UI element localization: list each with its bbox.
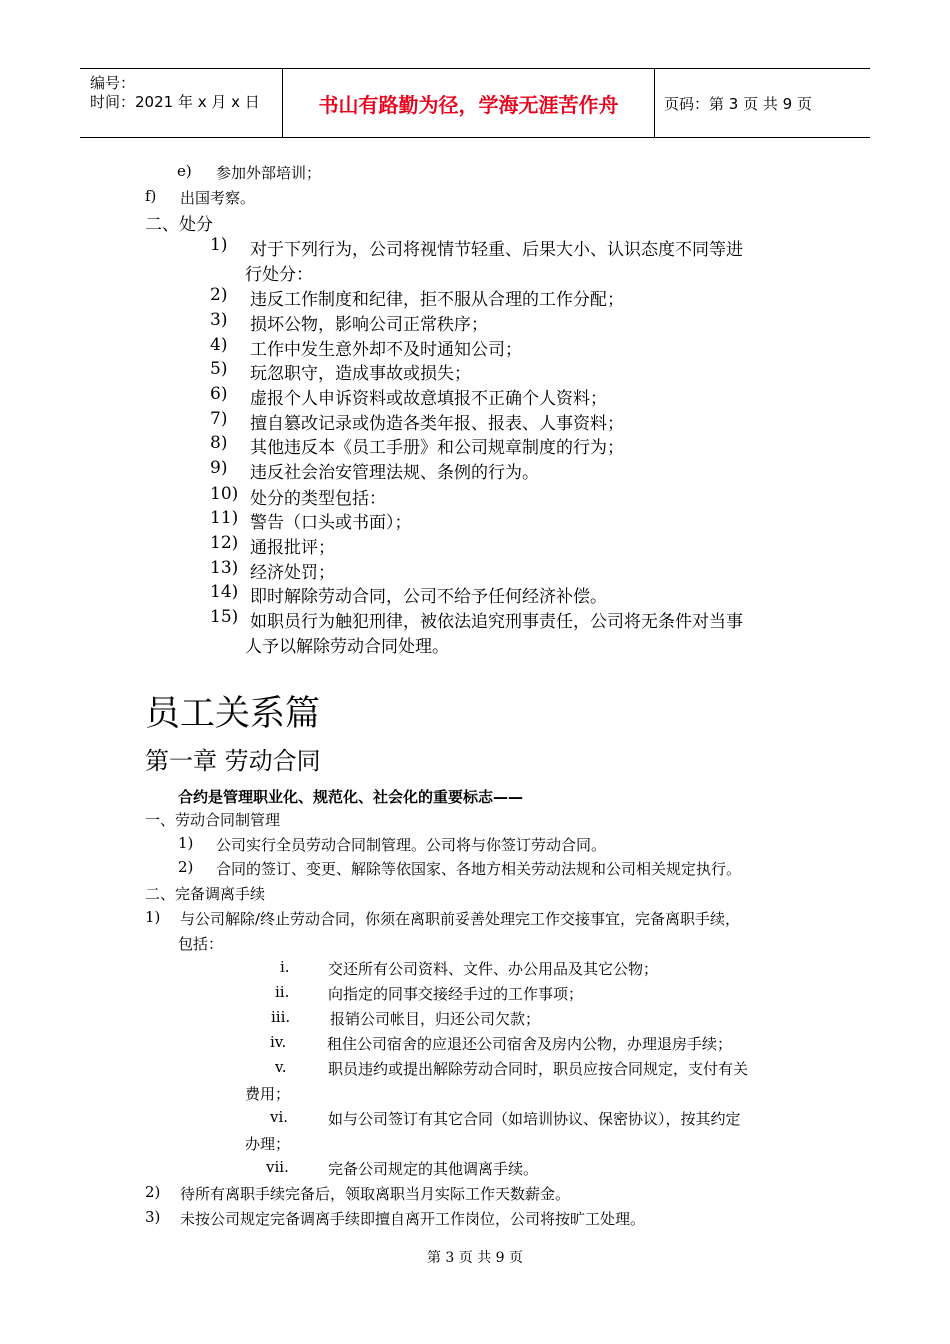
list-marker: 2) xyxy=(178,858,194,876)
list-marker: 12) xyxy=(210,533,239,553)
list-item: 交还所有公司资料、文件、办公用品及其它公物； xyxy=(328,960,659,978)
header-meta xyxy=(80,69,283,137)
section-heading: 一、劳动合同制管理 xyxy=(145,811,281,829)
list-item: 向指定的同事交接经手过的工作事项； xyxy=(328,985,584,1003)
list-item: 报销公司帐目，归还公司欠款； xyxy=(330,1010,541,1028)
list-marker: vii. xyxy=(266,1158,289,1176)
list-item: 租住公司宿舍的应退还公司宿舍及房内公物，办理退房手续； xyxy=(327,1035,733,1053)
list-item: 损坏公物，影响公司正常秩序； xyxy=(250,315,488,335)
list-item: 完备公司规定的其他调离手续。 xyxy=(328,1160,539,1178)
section-title: 员工关系篇 xyxy=(145,694,321,734)
list-marker: 7) xyxy=(210,409,228,429)
list-marker: 3) xyxy=(145,1208,161,1226)
list-item: 待所有离职手续完备后，领取离职当月实际工作天数薪金。 xyxy=(180,1185,571,1203)
list-marker: 9) xyxy=(210,458,228,478)
list-item: 如与公司签订有其它合同（如培训协议、保密协议），按其约定 xyxy=(328,1110,741,1128)
list-item: 处分的类型包括： xyxy=(250,489,386,509)
list-marker: e) xyxy=(177,162,192,180)
list-item: 职员违约或提出解除劳动合同时，职员应按合同规定，支付有关 xyxy=(328,1060,749,1078)
list-marker: ii. xyxy=(275,983,290,1001)
list-marker: 5) xyxy=(210,359,228,379)
list-item: 与公司解除/终止劳动合同，你须在离职前妥善处理完工作交接事宜，完备离职手续， xyxy=(180,910,741,928)
list-marker: 2) xyxy=(145,1183,161,1201)
list-marker: 3) xyxy=(210,310,228,330)
list-marker: 4) xyxy=(210,335,228,355)
list-marker: 1) xyxy=(145,908,161,926)
list-item: 违反社会治安管理法规、条例的行为。 xyxy=(250,463,539,483)
doc-date-label: 时间：2021 年 x 月 x 日 xyxy=(90,93,260,111)
list-item-continuation: 人予以解除劳动合同处理。 xyxy=(245,637,449,657)
list-item-continuation: 行处分： xyxy=(245,265,313,285)
list-marker: 6) xyxy=(210,384,228,404)
list-item: 其他违反本《员工手册》和公司规章制度的行为； xyxy=(250,438,624,458)
doc-number-label: 编号： xyxy=(90,74,136,92)
list-marker: 8) xyxy=(210,433,228,453)
list-item: 工作中发生意外却不及时通知公司； xyxy=(250,340,522,360)
list-marker: 14) xyxy=(210,582,239,602)
list-item: 出国考察。 xyxy=(180,189,256,207)
list-item: 未按公司规定完备调离手续即擅自离开工作岗位，公司将按旷工处理。 xyxy=(180,1210,646,1228)
page-header xyxy=(80,68,870,138)
list-marker: 13) xyxy=(210,558,239,578)
list-item: 公司实行全员劳动合同制管理。公司将与你签订劳动合同。 xyxy=(216,836,607,854)
list-item-continuation: 办理； xyxy=(245,1135,291,1153)
list-marker: 1) xyxy=(178,834,194,852)
list-marker: v. xyxy=(275,1058,287,1076)
list-item: 玩忽职守，造成事故或损失； xyxy=(250,364,471,384)
list-item: 参加外部培训； xyxy=(216,164,322,182)
list-marker: iv. xyxy=(270,1033,287,1051)
list-marker: i. xyxy=(280,958,290,976)
header-motto: 书山有路勤为径，学海无涯苦作舟 xyxy=(283,69,655,137)
list-marker: 11) xyxy=(210,508,239,528)
header-page-label: 页码：第 3 页 共 9 页 xyxy=(664,95,812,113)
list-marker: 10) xyxy=(210,484,239,504)
list-item: 违反工作制度和纪律，拒不服从合理的工作分配； xyxy=(250,290,624,310)
list-item: 如职员行为触犯刑律，被依法追究刑事责任，公司将无条件对当事 xyxy=(250,612,743,632)
list-item: 对于下列行为，公司将视情节轻重、后果大小、认识态度不同等进 xyxy=(250,240,743,260)
list-item: 合同的签订、变更、解除等依国家、各地方相关劳动法规和公司相关规定执行。 xyxy=(216,860,742,878)
chapter-title: 第一章 劳动合同 xyxy=(145,747,321,775)
list-item: 虚报个人申诉资料或故意填报不正确个人资料； xyxy=(250,389,607,409)
list-item: 擅自篡改记录或伪造各类年报、报表、人事资料； xyxy=(250,414,624,434)
chapter-subtitle: 合约是管理职业化、规范化、社会化的重要标志—— xyxy=(178,788,524,806)
section-heading: 二、处分 xyxy=(145,215,213,235)
list-marker: 15) xyxy=(210,607,239,627)
list-item-continuation: 包括： xyxy=(178,935,224,953)
list-item: 警告（口头或书面）； xyxy=(250,513,412,533)
page-footer: 第 3 页 共 9 页 xyxy=(426,1250,524,1266)
list-marker: vi. xyxy=(270,1108,289,1126)
list-item: 即时解除劳动合同，公司不给予任何经济补偿。 xyxy=(250,587,607,607)
list-marker: iii. xyxy=(271,1008,291,1026)
list-item: 通报批评； xyxy=(250,538,335,558)
list-marker: f) xyxy=(145,187,157,205)
list-item: 经济处罚； xyxy=(250,563,335,583)
section-heading: 二、完备调离手续 xyxy=(145,885,266,903)
list-marker: 1) xyxy=(210,235,228,255)
list-marker: 2) xyxy=(210,285,228,305)
list-item-continuation: 费用； xyxy=(245,1085,291,1103)
